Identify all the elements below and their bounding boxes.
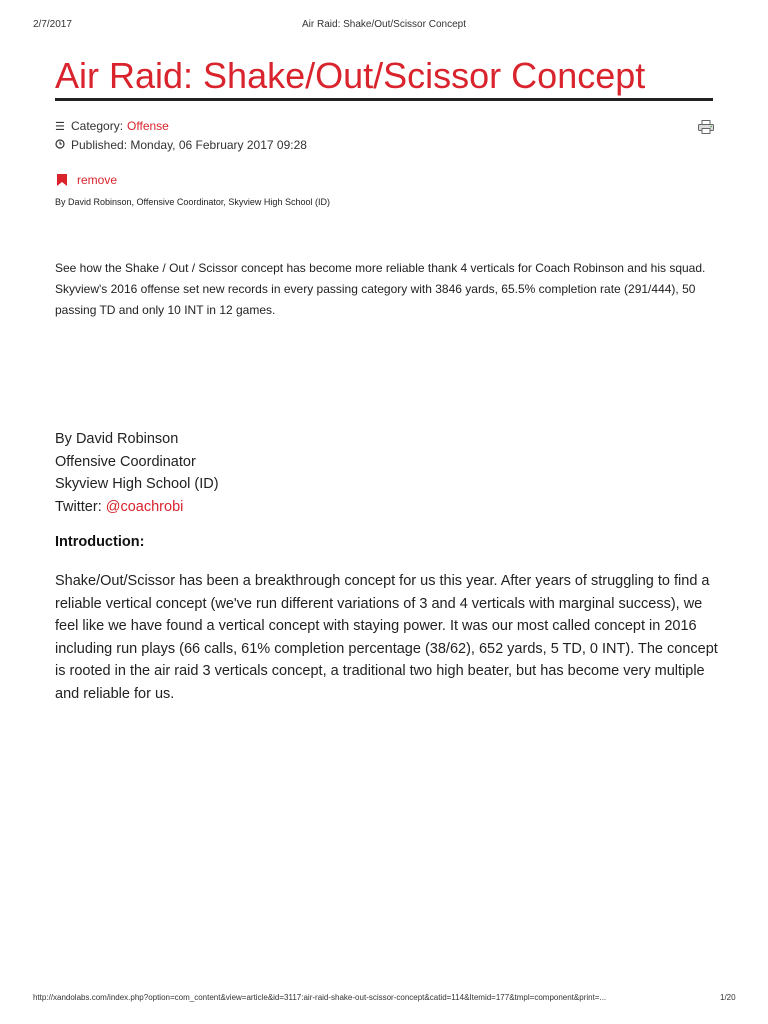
body-paragraph: Shake/Out/Scissor has been a breakthrough concept for us this year. After years of struggling to find a reliable vertical concept (we've run different variations of 3 and 4 verticals with marginal success), we feel like we have found a vertical concept with staying power. It was our most called concept in 2016 including run plays (66 calls, 61% completion percentage (38/62), 652 yards, 5 TD, 0 INT). The concept is rooted in the air raid 3 verticals concept, a traditional two high beater, but has become very multiple and reliable for us. <box>55 573 718 702</box>
byline: By David Robinson, Offensive Coordinator, Skyview High School (ID) <box>55 197 330 207</box>
category-link[interactable]: Offense <box>127 119 169 133</box>
published-date: Published: Monday, 06 February 2017 09:28 <box>71 138 307 152</box>
list-icon: ☰ <box>55 120 65 133</box>
print-button[interactable] <box>698 120 714 134</box>
published-row <box>55 138 307 152</box>
print-header-date: 2/7/2017 <box>33 19 72 30</box>
print-header-title: Air Raid: Shake/Out/Scissor Concept <box>302 19 466 30</box>
author-role: Offensive Coordinator <box>55 453 196 470</box>
category-label: Category: <box>71 119 124 133</box>
section-heading: Introduction: <box>55 534 145 550</box>
article-title: Air Raid: Shake/Out/Scissor Concept <box>55 55 646 96</box>
author-signature <box>55 428 219 518</box>
title-divider <box>55 98 713 101</box>
remove-label[interactable]: remove <box>77 173 118 187</box>
intro-paragraph: See how the Shake / Out / Scissor concept has become more reliable thank 4 verticals for Coach Robinson and his squad. Skyview's 2016 offense set new records in every passing category with 3846 yards, 65.5% completion rate (291/444), 50 passing TD and only 10 INT in 12 games. <box>55 261 706 317</box>
print-footer-url: http://xandolabs.com/index.php?option=com_content&view=article&id=3117:air-raid-shake-out-scissor-concept&catid=114&Itemid=177&tmpl=component&print=... <box>33 993 607 1002</box>
remove-bookmark[interactable] <box>57 173 117 187</box>
author-school: Skyview High School (ID) <box>55 476 219 492</box>
twitter-label: Twitter: <box>55 498 102 515</box>
category-row <box>55 119 169 133</box>
printer-icon <box>698 120 714 134</box>
clock-icon <box>55 139 68 152</box>
bookmark-icon <box>57 174 67 186</box>
print-footer-page: 1/20 <box>720 993 736 1002</box>
author-twitter <box>55 496 219 519</box>
twitter-link[interactable]: @coachrobi <box>105 498 184 515</box>
author-name: By David Robinson <box>55 431 179 447</box>
